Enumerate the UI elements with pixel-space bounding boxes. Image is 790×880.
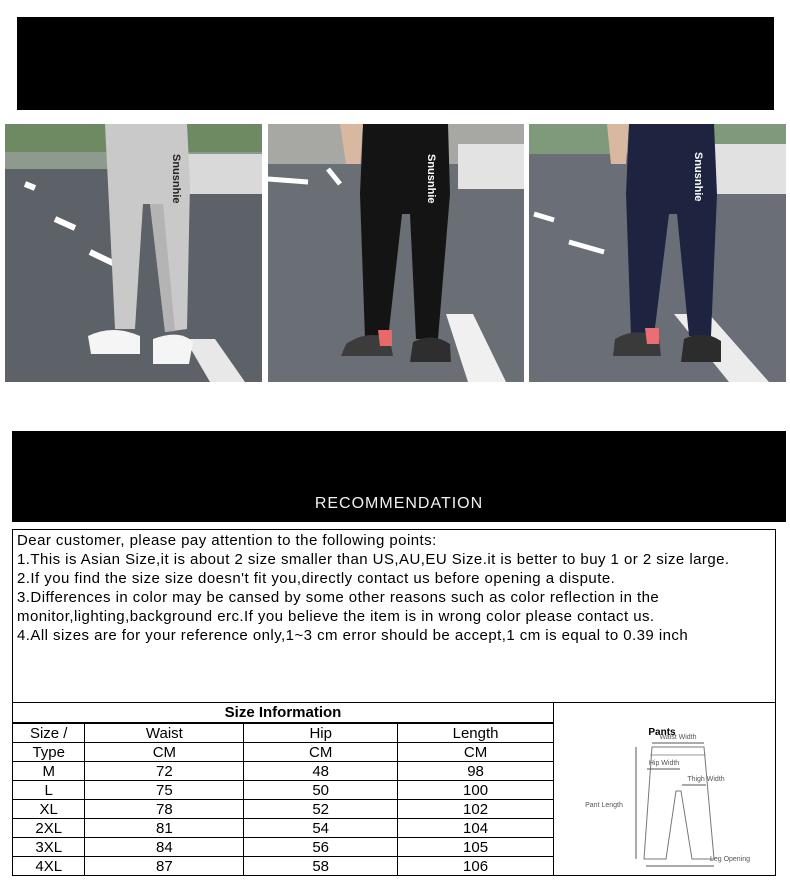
unit-length: CM xyxy=(398,743,554,762)
brand-mark-black: Snusnhie xyxy=(425,154,437,204)
top-banner xyxy=(17,17,774,110)
cell-length: 106 xyxy=(398,857,554,876)
note-intro: Dear customer, please pay attention to the following points: xyxy=(17,532,437,549)
note-4: 4.All sizes are for your reference only,1~3 cm error should be accept,1 cm is equal to 0.39 inch xyxy=(17,627,689,644)
cell-length: 105 xyxy=(398,838,554,857)
header-hip: Hip xyxy=(244,724,398,743)
note-2: 2.If you find the size size doesn't fit you,directly contact us before opening a dispute. xyxy=(17,570,616,587)
cell-size: 4XL xyxy=(13,857,85,876)
cell-hip: 52 xyxy=(244,800,398,819)
diagram-title: Pants xyxy=(648,727,676,738)
cell-waist: 87 xyxy=(85,857,244,876)
cell-length: 98 xyxy=(398,762,554,781)
pant-length-label: Pant Length xyxy=(585,802,623,809)
cell-length: 102 xyxy=(398,800,554,819)
cell-hip: 58 xyxy=(244,857,398,876)
cell-waist: 78 xyxy=(85,800,244,819)
note-1: 1.This is Asian Size,it is about 2 size smaller than US,AU,EU Size.it is better to buy 1 or 2 size large. xyxy=(17,551,730,568)
customer-notes xyxy=(12,529,776,702)
cell-size: M xyxy=(13,762,85,781)
table-row xyxy=(13,819,554,838)
cell-waist: 81 xyxy=(85,819,244,838)
size-information xyxy=(12,702,776,876)
cell-hip: 54 xyxy=(244,819,398,838)
recommendation-banner xyxy=(12,431,786,522)
cell-hip: 48 xyxy=(244,762,398,781)
pants-measurement-diagram xyxy=(553,703,776,875)
unit-hip: CM xyxy=(244,743,398,762)
size-table-heading: Size Information xyxy=(13,703,553,723)
table-unit-row xyxy=(13,743,554,762)
brand-mark-navy: Snusnhie xyxy=(692,152,704,202)
cell-size: L xyxy=(13,781,85,800)
recommendation-title: RECOMMENDATION xyxy=(314,495,484,512)
header-type: Type xyxy=(13,743,85,762)
brand-mark-grey: Snusnhie xyxy=(170,154,182,204)
thigh-width-label: Thigh Width xyxy=(687,776,725,783)
cell-waist: 75 xyxy=(85,781,244,800)
table-row xyxy=(13,762,554,781)
cell-hip: 50 xyxy=(244,781,398,800)
header-length: Length xyxy=(398,724,554,743)
cell-waist: 84 xyxy=(85,838,244,857)
product-photo-grey xyxy=(5,124,262,382)
size-table xyxy=(13,723,554,875)
cell-size: 2XL xyxy=(13,819,85,838)
hip-width-label: Hip Width xyxy=(648,760,680,767)
waist-width-label: Waist Width xyxy=(659,734,697,741)
cell-hip: 56 xyxy=(244,838,398,857)
leg-opening-label: Leg Opening xyxy=(709,856,751,863)
product-photo-black xyxy=(268,124,524,382)
table-row xyxy=(13,838,554,857)
table-row xyxy=(13,857,554,876)
cell-length: 100 xyxy=(398,781,554,800)
product-photo-navy xyxy=(529,124,786,382)
table-header-row xyxy=(13,724,554,743)
cell-size: 3XL xyxy=(13,838,85,857)
cell-waist: 72 xyxy=(85,762,244,781)
cell-length: 104 xyxy=(398,819,554,838)
cell-size: XL xyxy=(13,800,85,819)
header-waist: Waist xyxy=(85,724,244,743)
note-3: 3.Differences in color may be cansed by some other reasons such as color reflection in the monitor,lighting,background erc.If you believe the item is in wrong color please contact us. xyxy=(17,589,660,625)
table-row xyxy=(13,781,554,800)
unit-waist: CM xyxy=(85,743,244,762)
table-row xyxy=(13,800,554,819)
header-size: Size / xyxy=(13,724,85,743)
